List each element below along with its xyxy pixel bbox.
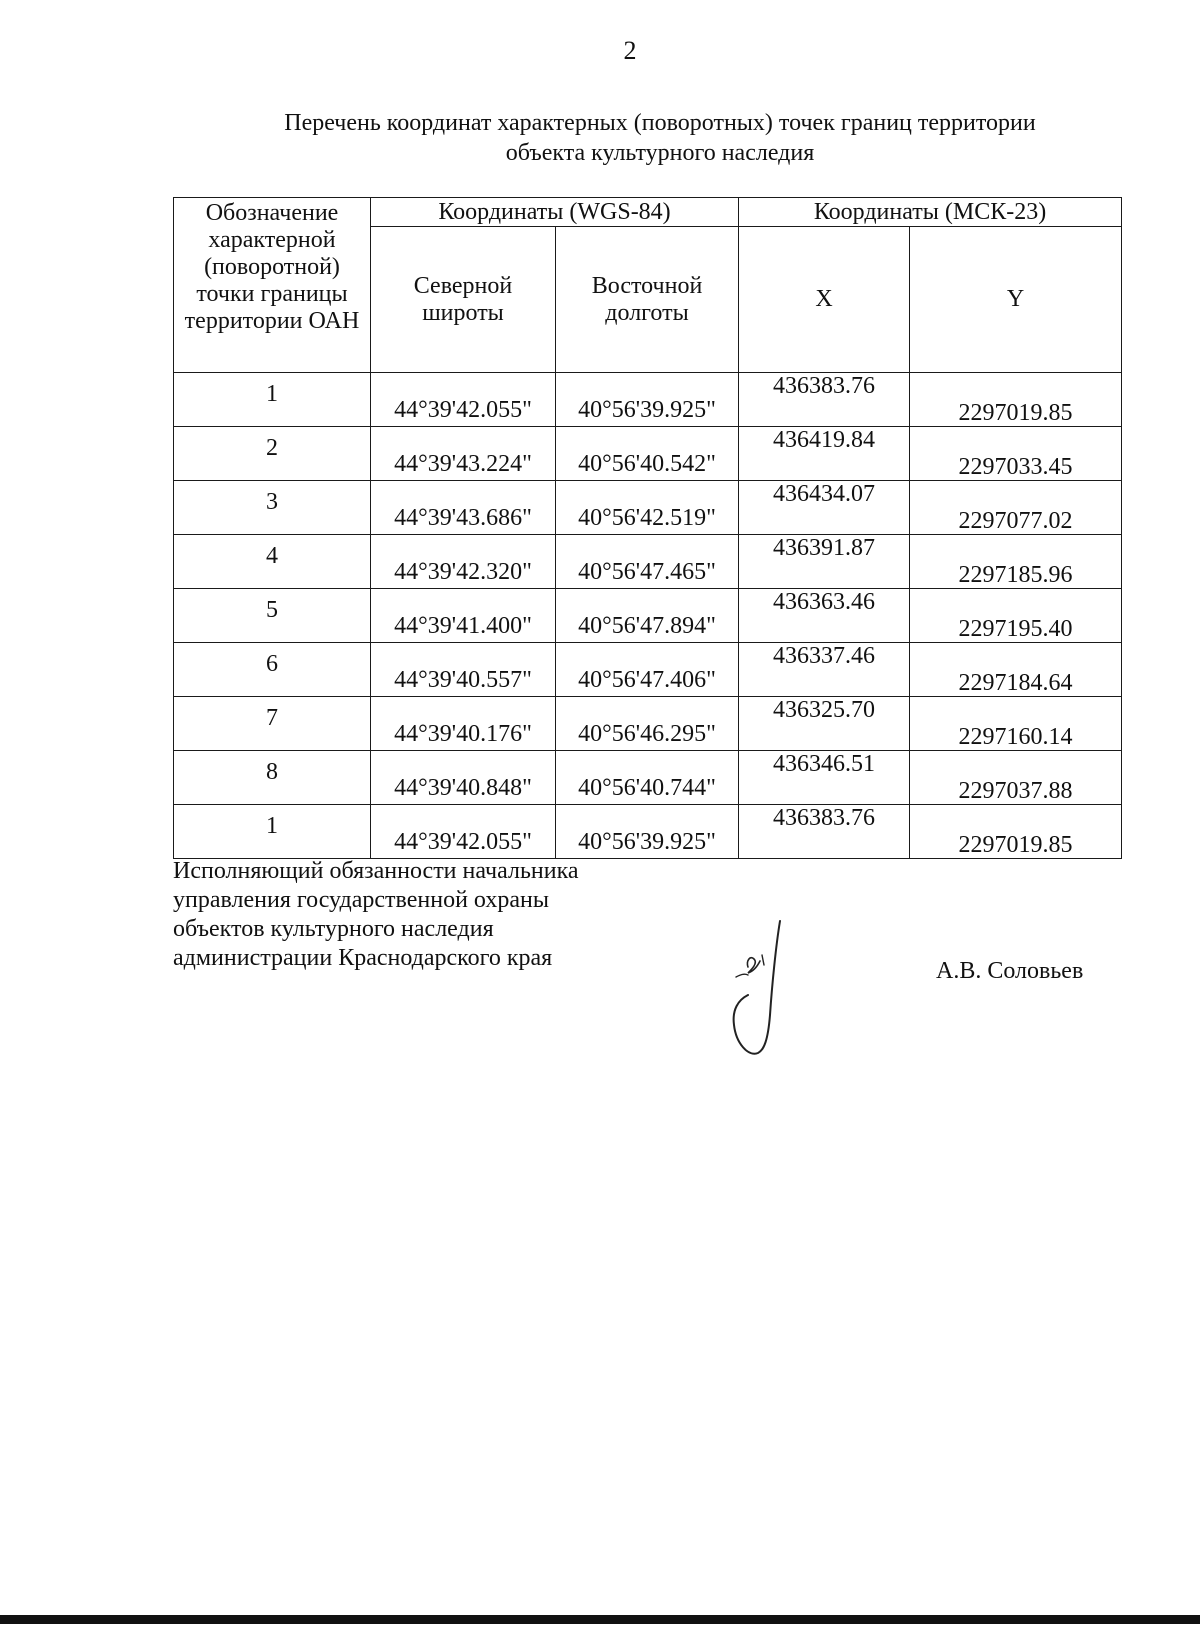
latitude-cell: 44°39'40.557"	[371, 643, 556, 697]
signer-position-line-4: администрации Краснодарского края	[173, 945, 553, 971]
point-cell: 2	[174, 427, 371, 481]
longitude-cell: 40°56'39.925"	[556, 805, 739, 859]
point-cell: 3	[174, 481, 371, 535]
point-cell: 6	[174, 643, 371, 697]
signer-name: А.В. Соловьев	[936, 958, 1084, 984]
longitude-cell: 40°56'47.406"	[556, 643, 739, 697]
table-row	[174, 481, 1122, 535]
table-row	[174, 535, 1122, 589]
latitude-cell: 44°39'42.055"	[371, 805, 556, 859]
coordinates-table-body	[174, 373, 1122, 859]
x-cell: 436346.51	[739, 751, 910, 805]
point-cell: 7	[174, 697, 371, 751]
y-cell: 2297019.85	[910, 373, 1122, 427]
latitude-cell: 44°39'42.320"	[371, 535, 556, 589]
y-cell: 2297033.45	[910, 427, 1122, 481]
longitude-cell: 40°56'42.519"	[556, 481, 739, 535]
table-row	[174, 589, 1122, 643]
y-cell: 2297077.02	[910, 481, 1122, 535]
latitude-cell: 44°39'43.686"	[371, 481, 556, 535]
page-number: 2	[623, 36, 637, 65]
latitude-cell: 44°39'43.224"	[371, 427, 556, 481]
table-row	[174, 427, 1122, 481]
msk23-group-header: Координаты (МСК-23)	[739, 198, 1122, 227]
x-cell: 436363.46	[739, 589, 910, 643]
signer-position-line-1: Исполняющий обязанности начальника	[173, 858, 579, 884]
y-cell: 2297195.40	[910, 589, 1122, 643]
y-cell: 2297160.14	[910, 697, 1122, 751]
y-cell: 2297037.88	[910, 751, 1122, 805]
point-cell: 8	[174, 751, 371, 805]
point-cell: 5	[174, 589, 371, 643]
y-cell: 2297185.96	[910, 535, 1122, 589]
y-column-header: Y	[910, 227, 1122, 373]
longitude-cell: 40°56'47.894"	[556, 589, 739, 643]
point-column-header: Обозначение характерной (поворотной) точки границы территории ОАН	[174, 198, 371, 373]
table-row	[174, 805, 1122, 859]
point-cell: 1	[174, 805, 371, 859]
table-row	[174, 643, 1122, 697]
signer-position	[173, 857, 579, 973]
document-title	[170, 108, 1150, 168]
x-cell: 436337.46	[739, 643, 910, 697]
scan-bottom-border	[0, 1615, 1200, 1624]
longitude-cell: 40°56'39.925"	[556, 373, 739, 427]
x-cell: 436325.70	[739, 697, 910, 751]
wgs84-group-header: Координаты (WGS-84)	[371, 198, 739, 227]
signer-position-line-3: объектов культурного наследия	[173, 916, 494, 942]
point-cell: 1	[174, 373, 371, 427]
longitude-cell: 40°56'40.744"	[556, 751, 739, 805]
longitude-column-header: Восточной долготы	[556, 227, 739, 373]
table-row	[174, 751, 1122, 805]
latitude-cell: 44°39'40.176"	[371, 697, 556, 751]
y-cell: 2297019.85	[910, 805, 1122, 859]
title-line-1: Перечень координат характерных (поворотных) точек границ территории	[284, 110, 1036, 136]
longitude-cell: 40°56'46.295"	[556, 697, 739, 751]
signer-position-line-2: управления государственной охраны	[173, 887, 549, 913]
latitude-cell: 44°39'42.055"	[371, 373, 556, 427]
x-cell: 436419.84	[739, 427, 910, 481]
x-cell: 436391.87	[739, 535, 910, 589]
coordinates-table	[173, 197, 1122, 859]
title-line-2: объекта культурного наследия	[505, 140, 815, 166]
latitude-cell: 44°39'41.400"	[371, 589, 556, 643]
latitude-column-header: Северной широты	[371, 227, 556, 373]
latitude-cell: 44°39'40.848"	[371, 751, 556, 805]
longitude-cell: 40°56'47.465"	[556, 535, 739, 589]
longitude-cell: 40°56'40.542"	[556, 427, 739, 481]
x-cell: 436383.76	[739, 373, 910, 427]
x-cell: 436434.07	[739, 481, 910, 535]
table-row	[174, 373, 1122, 427]
table-row	[174, 697, 1122, 751]
point-cell: 4	[174, 535, 371, 589]
x-cell: 436383.76	[739, 805, 910, 859]
x-column-header: X	[739, 227, 910, 373]
handwritten-signature	[728, 915, 798, 1065]
y-cell: 2297184.64	[910, 643, 1122, 697]
